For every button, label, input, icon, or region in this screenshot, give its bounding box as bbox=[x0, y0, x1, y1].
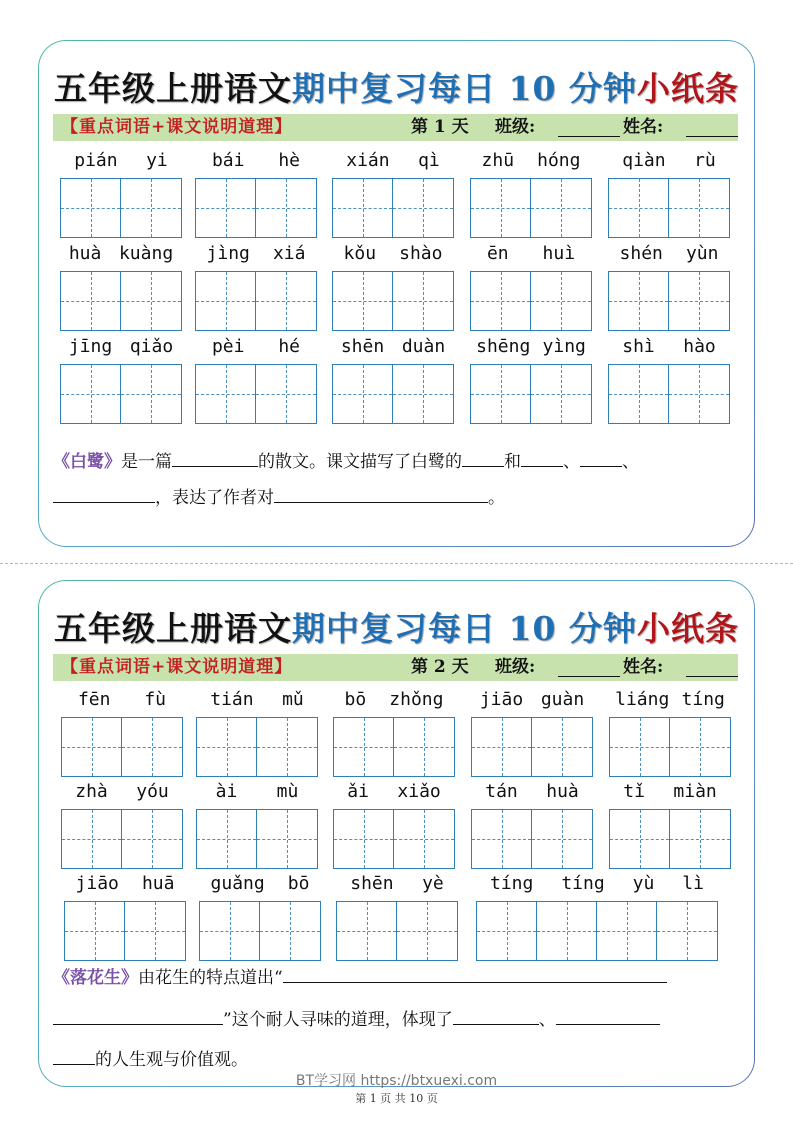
pinyin bbox=[333, 779, 455, 805]
word-item bbox=[609, 779, 731, 871]
char-cell[interactable] bbox=[394, 810, 454, 868]
fill-blank[interactable] bbox=[274, 485, 488, 503]
char-cell[interactable] bbox=[472, 718, 532, 776]
day-label: 第 1 天 bbox=[411, 117, 469, 137]
char-cell[interactable] bbox=[200, 902, 260, 960]
title-review: 期中复习每日 10 分钟 bbox=[292, 609, 637, 648]
syllable: tán bbox=[485, 781, 518, 802]
char-cell[interactable] bbox=[670, 718, 730, 776]
info-bar bbox=[53, 114, 738, 141]
word-item bbox=[195, 241, 317, 333]
pinyin bbox=[61, 687, 183, 713]
pinyin bbox=[60, 148, 182, 174]
pinyin bbox=[60, 241, 182, 267]
word-item bbox=[608, 241, 730, 333]
char-cell[interactable] bbox=[532, 718, 592, 776]
char-cell[interactable] bbox=[334, 810, 394, 868]
pinyin bbox=[199, 871, 321, 897]
syllable: xiá bbox=[272, 243, 306, 264]
word-item bbox=[336, 871, 458, 963]
char-cell[interactable] bbox=[531, 179, 591, 237]
syllable: mǔ bbox=[282, 689, 304, 710]
char-cell[interactable] bbox=[537, 902, 597, 960]
tianzige-box[interactable] bbox=[60, 271, 182, 331]
syllable: zhǒng bbox=[389, 689, 444, 710]
char-cell[interactable] bbox=[256, 179, 316, 237]
sentence-text: 、 bbox=[563, 452, 580, 472]
syllable: yè bbox=[422, 873, 444, 894]
word-item bbox=[196, 779, 318, 871]
char-cell[interactable] bbox=[197, 810, 257, 868]
syllable: shì bbox=[622, 336, 655, 357]
char-cell[interactable] bbox=[532, 810, 592, 868]
word-item bbox=[476, 871, 718, 963]
word-item bbox=[333, 687, 455, 779]
syllable: jiāo bbox=[75, 873, 119, 894]
footer-watermark: BT学习网 https://btxuexi.com bbox=[295, 1073, 498, 1089]
pinyin bbox=[471, 687, 593, 713]
tianzige-box[interactable] bbox=[332, 271, 454, 331]
sentence-text: 、 bbox=[622, 452, 639, 472]
pinyin bbox=[336, 871, 458, 897]
fill-blank[interactable] bbox=[53, 1047, 95, 1065]
char-cell[interactable] bbox=[333, 272, 393, 330]
syllable: xiǎo bbox=[397, 781, 441, 802]
syllable: shēng bbox=[476, 336, 531, 357]
review-card-day-2 bbox=[38, 580, 755, 1087]
fill-blank[interactable] bbox=[53, 485, 155, 503]
syllable: kǒu bbox=[343, 243, 377, 264]
pinyin bbox=[471, 779, 593, 805]
syllable: xián bbox=[346, 150, 390, 171]
word-item bbox=[60, 334, 182, 426]
char-cell[interactable] bbox=[669, 365, 729, 423]
pinyin bbox=[332, 241, 454, 267]
sentence-text: 的人生观与价值观。 bbox=[95, 1050, 248, 1070]
char-cell[interactable] bbox=[62, 810, 122, 868]
syllable: pián bbox=[74, 150, 118, 171]
class-label: 班级: bbox=[495, 117, 536, 137]
tianzige-box[interactable] bbox=[196, 717, 318, 777]
sentence-text: 、 bbox=[538, 1010, 556, 1030]
page-number: 第 1 页 共 10 页 bbox=[355, 1092, 438, 1105]
day-label: 第 2 天 bbox=[411, 657, 469, 677]
char-cell[interactable] bbox=[531, 272, 591, 330]
pinyin bbox=[609, 687, 731, 713]
syllable: miàn bbox=[673, 781, 717, 802]
tianzige-box[interactable] bbox=[333, 809, 455, 869]
tianzige-box[interactable] bbox=[60, 364, 182, 424]
char-cell[interactable] bbox=[394, 718, 454, 776]
syllable: kuàng bbox=[118, 243, 174, 264]
book-title: 《白鹭》 bbox=[53, 452, 121, 472]
syllable: fēn bbox=[77, 689, 111, 710]
word-item bbox=[195, 148, 317, 240]
char-cell[interactable] bbox=[196, 179, 256, 237]
char-cell[interactable] bbox=[669, 272, 729, 330]
char-cell[interactable] bbox=[257, 810, 317, 868]
syllable: tián bbox=[210, 689, 254, 710]
pinyin bbox=[195, 241, 317, 267]
tianzige-box[interactable] bbox=[332, 178, 454, 238]
word-item bbox=[608, 148, 730, 240]
char-cell[interactable] bbox=[610, 810, 670, 868]
class-blank-field[interactable] bbox=[558, 659, 620, 677]
syllable: bō bbox=[287, 873, 310, 894]
char-cell[interactable] bbox=[337, 902, 397, 960]
syllable: zhà bbox=[75, 781, 108, 802]
syllable: qiǎo bbox=[129, 336, 174, 357]
fill-in-sentence-line-1 bbox=[53, 447, 743, 472]
word-item bbox=[60, 241, 182, 333]
pinyin bbox=[608, 241, 730, 267]
syllable: tíng bbox=[561, 873, 605, 894]
pinyin bbox=[332, 148, 454, 174]
sentence-text: ”这个耐人寻味的道理，体现了 bbox=[223, 1010, 453, 1030]
syllable: shén bbox=[619, 243, 663, 264]
syllable: qiàn bbox=[622, 150, 666, 171]
syllable: ēn bbox=[486, 243, 509, 264]
cut-line-divider bbox=[0, 563, 793, 564]
syllable: huà bbox=[68, 243, 102, 264]
fill-blank[interactable] bbox=[53, 1007, 223, 1025]
tianzige-box[interactable] bbox=[471, 717, 593, 777]
char-cell[interactable] bbox=[61, 365, 121, 423]
char-cell[interactable] bbox=[609, 179, 669, 237]
char-cell[interactable] bbox=[609, 272, 669, 330]
tianzige-box[interactable] bbox=[333, 717, 455, 777]
syllable: huì bbox=[542, 243, 576, 264]
word-item bbox=[199, 871, 321, 963]
word-item bbox=[333, 779, 455, 871]
char-cell[interactable] bbox=[256, 272, 316, 330]
word-item bbox=[332, 241, 454, 333]
char-cell[interactable] bbox=[334, 718, 394, 776]
char-cell[interactable] bbox=[471, 179, 531, 237]
tianzige-box[interactable] bbox=[476, 901, 718, 961]
sentence-text: ，表达了作者对 bbox=[155, 488, 274, 508]
syllable: tíng bbox=[489, 873, 534, 894]
name-label: 姓名: bbox=[623, 657, 664, 677]
syllable: hè bbox=[278, 150, 301, 171]
sentence-text: 。 bbox=[488, 488, 505, 508]
word-item bbox=[609, 687, 731, 779]
char-cell[interactable] bbox=[121, 272, 181, 330]
title-grade: 五年级上册语文 bbox=[54, 609, 293, 648]
fill-in-sentence-line-2 bbox=[53, 483, 743, 508]
syllable: tǐ bbox=[623, 781, 645, 802]
syllable: guàn bbox=[540, 689, 585, 710]
char-cell[interactable] bbox=[61, 179, 121, 237]
syllable: shào bbox=[399, 243, 443, 264]
char-cell[interactable] bbox=[121, 365, 181, 423]
char-cell[interactable] bbox=[393, 365, 453, 423]
char-cell[interactable] bbox=[196, 272, 256, 330]
pinyin bbox=[196, 687, 318, 713]
char-cell[interactable] bbox=[196, 365, 256, 423]
tianzige-box[interactable] bbox=[470, 271, 592, 331]
char-cell[interactable] bbox=[397, 902, 457, 960]
syllable: ài bbox=[215, 781, 238, 802]
char-cell[interactable] bbox=[471, 365, 531, 423]
word-item bbox=[470, 241, 592, 333]
info-bar bbox=[53, 654, 738, 681]
char-cell[interactable] bbox=[670, 810, 730, 868]
syllable: huā bbox=[141, 873, 175, 894]
syllable: pèi bbox=[211, 336, 245, 357]
tianzige-box[interactable] bbox=[608, 364, 730, 424]
pinyin bbox=[195, 148, 317, 174]
pinyin bbox=[476, 871, 718, 897]
syllable: yùn bbox=[685, 243, 719, 264]
syllable: jìng bbox=[206, 243, 250, 264]
word-item bbox=[195, 334, 317, 426]
fill-blank[interactable] bbox=[172, 449, 258, 467]
char-cell[interactable] bbox=[333, 179, 393, 237]
word-item bbox=[61, 687, 183, 779]
fill-blank[interactable] bbox=[556, 1007, 660, 1025]
syllable: huà bbox=[546, 781, 579, 802]
syllable: lì bbox=[682, 873, 704, 894]
syllable: yi bbox=[146, 150, 168, 171]
pinyin bbox=[470, 334, 592, 360]
tianzige-box[interactable] bbox=[336, 901, 458, 961]
tianzige-box[interactable] bbox=[332, 364, 454, 424]
name-blank-field[interactable] bbox=[686, 119, 738, 137]
word-item bbox=[471, 687, 593, 779]
sentence-text: 由花生的特点道出“ bbox=[138, 968, 283, 988]
char-cell[interactable] bbox=[472, 810, 532, 868]
tianzige-box[interactable] bbox=[470, 364, 592, 424]
char-cell[interactable] bbox=[669, 179, 729, 237]
pinyin bbox=[64, 871, 186, 897]
syllable: zhū bbox=[481, 150, 515, 171]
char-cell[interactable] bbox=[61, 272, 121, 330]
syllable: tíng bbox=[681, 689, 725, 710]
title-grade: 五年级上册语文 bbox=[54, 69, 293, 108]
fill-blank[interactable] bbox=[521, 449, 563, 467]
char-cell[interactable] bbox=[393, 272, 453, 330]
pinyin bbox=[60, 334, 182, 360]
tianzige-box[interactable] bbox=[195, 271, 317, 331]
class-label: 班级: bbox=[495, 657, 536, 677]
topic-label: 【重点词语+课文说明道理】 bbox=[61, 117, 293, 137]
pinyin bbox=[332, 334, 454, 360]
syllable: yù bbox=[632, 873, 655, 894]
char-cell[interactable] bbox=[197, 718, 257, 776]
sentence-text: 的散文。课文描写了白鹭的 bbox=[258, 452, 462, 472]
syllable: fù bbox=[144, 689, 167, 710]
syllable: qì bbox=[418, 150, 440, 171]
word-item bbox=[61, 779, 183, 871]
title-review: 期中复习每日 10 分钟 bbox=[292, 69, 637, 108]
word-item bbox=[332, 148, 454, 240]
char-cell[interactable] bbox=[121, 179, 181, 237]
syllable: bái bbox=[211, 150, 245, 171]
fill-in-sentence-line-3 bbox=[53, 1045, 743, 1070]
char-cell[interactable] bbox=[609, 365, 669, 423]
char-cell[interactable] bbox=[597, 902, 657, 960]
fill-blank[interactable] bbox=[453, 1007, 539, 1025]
tianzige-box[interactable] bbox=[609, 809, 731, 869]
syllable: mù bbox=[276, 781, 299, 802]
char-cell[interactable] bbox=[65, 902, 125, 960]
tianzige-box[interactable] bbox=[196, 809, 318, 869]
char-cell[interactable] bbox=[477, 902, 537, 960]
fill-blank[interactable] bbox=[283, 965, 667, 983]
tianzige-box[interactable] bbox=[195, 364, 317, 424]
syllable: liáng bbox=[615, 689, 670, 710]
pinyin bbox=[333, 687, 455, 713]
syllable: ǎi bbox=[347, 781, 369, 802]
word-item bbox=[60, 148, 182, 240]
sentence-text: 是一篇 bbox=[121, 452, 172, 472]
word-item bbox=[64, 871, 186, 963]
card-title bbox=[39, 603, 754, 650]
char-cell[interactable] bbox=[333, 365, 393, 423]
word-item bbox=[608, 334, 730, 426]
sentence-text: 和 bbox=[504, 452, 521, 472]
char-cell[interactable] bbox=[122, 810, 182, 868]
char-cell[interactable] bbox=[260, 902, 320, 960]
char-cell[interactable] bbox=[393, 179, 453, 237]
tianzige-box[interactable] bbox=[61, 717, 183, 777]
name-blank-field[interactable] bbox=[686, 659, 738, 677]
title-note: 小纸条 bbox=[636, 69, 739, 108]
syllable: rù bbox=[694, 150, 716, 171]
syllable: jiāo bbox=[479, 689, 524, 710]
char-cell[interactable] bbox=[610, 718, 670, 776]
char-cell[interactable] bbox=[531, 365, 591, 423]
pinyin bbox=[196, 779, 318, 805]
tianzige-box[interactable] bbox=[195, 178, 317, 238]
char-cell[interactable] bbox=[657, 902, 717, 960]
syllable: shēn bbox=[340, 336, 385, 357]
name-label: 姓名: bbox=[623, 117, 664, 137]
tianzige-box[interactable] bbox=[199, 901, 321, 961]
syllable: yóu bbox=[136, 781, 169, 802]
pinyin bbox=[608, 334, 730, 360]
syllable: hào bbox=[683, 336, 716, 357]
char-cell[interactable] bbox=[471, 272, 531, 330]
word-item bbox=[332, 334, 454, 426]
char-cell[interactable] bbox=[257, 718, 317, 776]
word-item bbox=[471, 779, 593, 871]
fill-blank[interactable] bbox=[580, 449, 622, 467]
fill-in-sentence-line-1 bbox=[53, 963, 743, 988]
pinyin bbox=[61, 779, 183, 805]
word-item bbox=[196, 687, 318, 779]
tianzige-box[interactable] bbox=[470, 178, 592, 238]
char-cell[interactable] bbox=[62, 718, 122, 776]
syllable: hé bbox=[278, 336, 301, 357]
tianzige-box[interactable] bbox=[61, 809, 183, 869]
pinyin bbox=[195, 334, 317, 360]
pinyin bbox=[470, 241, 592, 267]
tianzige-box[interactable] bbox=[609, 717, 731, 777]
syllable: bō bbox=[344, 689, 367, 710]
card-title bbox=[39, 63, 754, 110]
topic-label: 【重点词语+课文说明道理】 bbox=[61, 657, 293, 677]
tianzige-box[interactable] bbox=[608, 271, 730, 331]
word-item bbox=[470, 148, 592, 240]
tianzige-box[interactable] bbox=[608, 178, 730, 238]
syllable: shēn bbox=[350, 873, 394, 894]
syllable: duàn bbox=[401, 336, 446, 357]
pinyin bbox=[470, 148, 592, 174]
word-item bbox=[470, 334, 592, 426]
char-cell[interactable] bbox=[122, 718, 182, 776]
char-cell[interactable] bbox=[256, 365, 316, 423]
tianzige-box[interactable] bbox=[471, 809, 593, 869]
review-card-day-1 bbox=[38, 40, 755, 547]
fill-in-sentence-line-2 bbox=[53, 1005, 743, 1030]
pinyin bbox=[608, 148, 730, 174]
syllable: yìng bbox=[542, 336, 586, 357]
char-cell[interactable] bbox=[125, 902, 185, 960]
book-title: 《落花生》 bbox=[53, 968, 138, 988]
title-note: 小纸条 bbox=[636, 609, 739, 648]
pinyin bbox=[609, 779, 731, 805]
syllable: jīng bbox=[68, 336, 113, 357]
tianzige-box[interactable] bbox=[60, 178, 182, 238]
tianzige-box[interactable] bbox=[64, 901, 186, 961]
class-blank-field[interactable] bbox=[558, 119, 620, 137]
syllable: hóng bbox=[537, 150, 581, 171]
fill-blank[interactable] bbox=[462, 449, 504, 467]
syllable: guǎng bbox=[210, 873, 265, 894]
